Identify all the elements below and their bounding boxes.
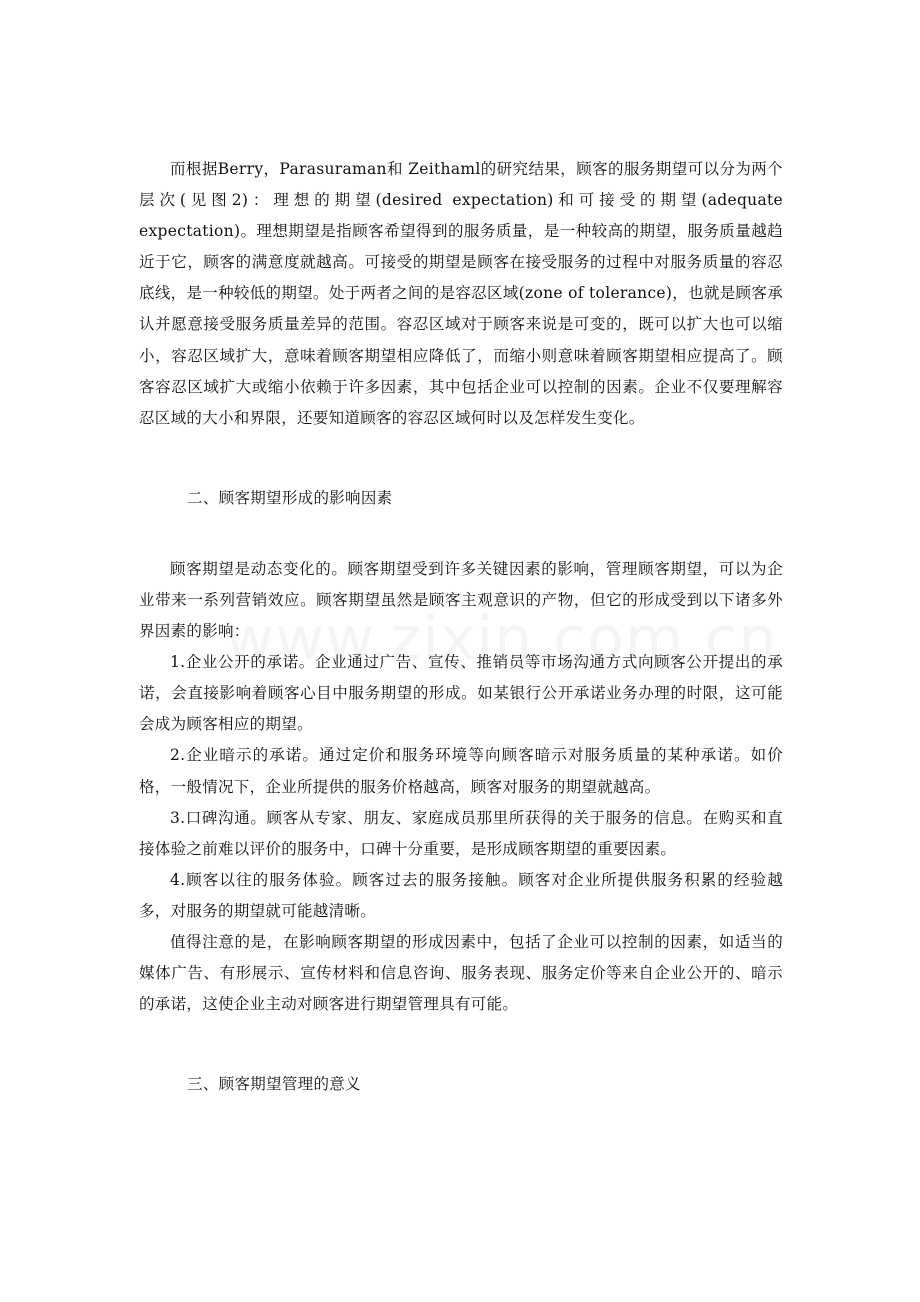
- spacer: [139, 514, 783, 554]
- spacer: [139, 1020, 783, 1069]
- section-heading-influencing-factors: 二、顾客期望形成的影响因素: [187, 488, 393, 507]
- section-heading-significance: 三、顾客期望管理的意义: [187, 1075, 361, 1094]
- paragraph-dynamic-expectations: 顾客期望是动态变化的。顾客期望受到许多关键因素的影响，管理顾客期望，可以为企业带来一系列营销效应。顾客期望虽然是顾客主观意识的产物，但它的形成受到以下诸多外界因素的影响：: [139, 559, 783, 641]
- list-item-implied-promise: 2.企业暗示的承诺。通过定价和服务环境等向顾客暗示对服务质量的某种承诺。如价格，一般情况下，企业所提供的服务价格越高，顾客对服务的期望就越高。: [139, 746, 783, 796]
- paragraph-controllable-factors: 值得注意的是，在影响顾客期望的形成因素中，包括了企业可以控制的因素，如适当的媒体广告、有形展示、宣传材料和信息咨询、服务表现、服务定价等来自企业公开的、暗示的承诺，这使企业主动对顾客进行期望管理具有可能。: [139, 932, 783, 1014]
- list-item-word-of-mouth: 3.口碑沟通。顾客从专家、朋友、家庭成员那里所获得的关于服务的信息。在购买和直接体验之前难以评价的服务中，口碑十分重要，是形成顾客期望的重要因素。: [139, 808, 783, 858]
- spacer: [139, 434, 783, 483]
- list-item-past-experience: 4.顾客以往的服务体验。顾客过去的服务接触。顾客对企业所提供服务积累的经验越多，对服务的期望就可能越清晰。: [139, 870, 783, 920]
- paragraph-expectation-levels: 而根据Berry，Parasuraman和 Zeithaml的研究结果，顾客的服务期望可以分为两个层次(见图2)：理想的期望(desired expectation)和可接受的期望(adequate expectation)。理想期望是指顾客希望得到的服务质量，是一种较高的期望，服务质量越趋近于它，顾客的满意度就越高。可接受的期望是顾客在接受服务的过程中对服务质量的容忍底线，是一种较低的期望。处于两者之间的是容忍区域(zone of tolerance)，也就是顾客承认并愿意接受服务质量差异的范围。容忍区域对于顾客来说是可变的，既可以扩大也可以缩小，容忍区域扩大，意味着顾客期望相应降低了，而缩小则意味着顾客期望相应提高了。顾客容忍区域扩大或缩小依赖于许多因素，其中包括企业可以控制的因素。企业不仅要理解容忍区域的大小和界限，还要知道顾客的容忍区域何时以及怎样发生变化。: [139, 160, 783, 427]
- list-item-public-promise: 1.企业公开的承诺。企业通过广告、宣传、推销员等市场沟通方式向顾客公开提出的承诺，会直接影响着顾客心目中服务期望的形成。如某银行公开承诺业务办理的时限，这可能会成为顾客相应的期望。: [139, 653, 783, 734]
- document-body: [139, 154, 783, 1100]
